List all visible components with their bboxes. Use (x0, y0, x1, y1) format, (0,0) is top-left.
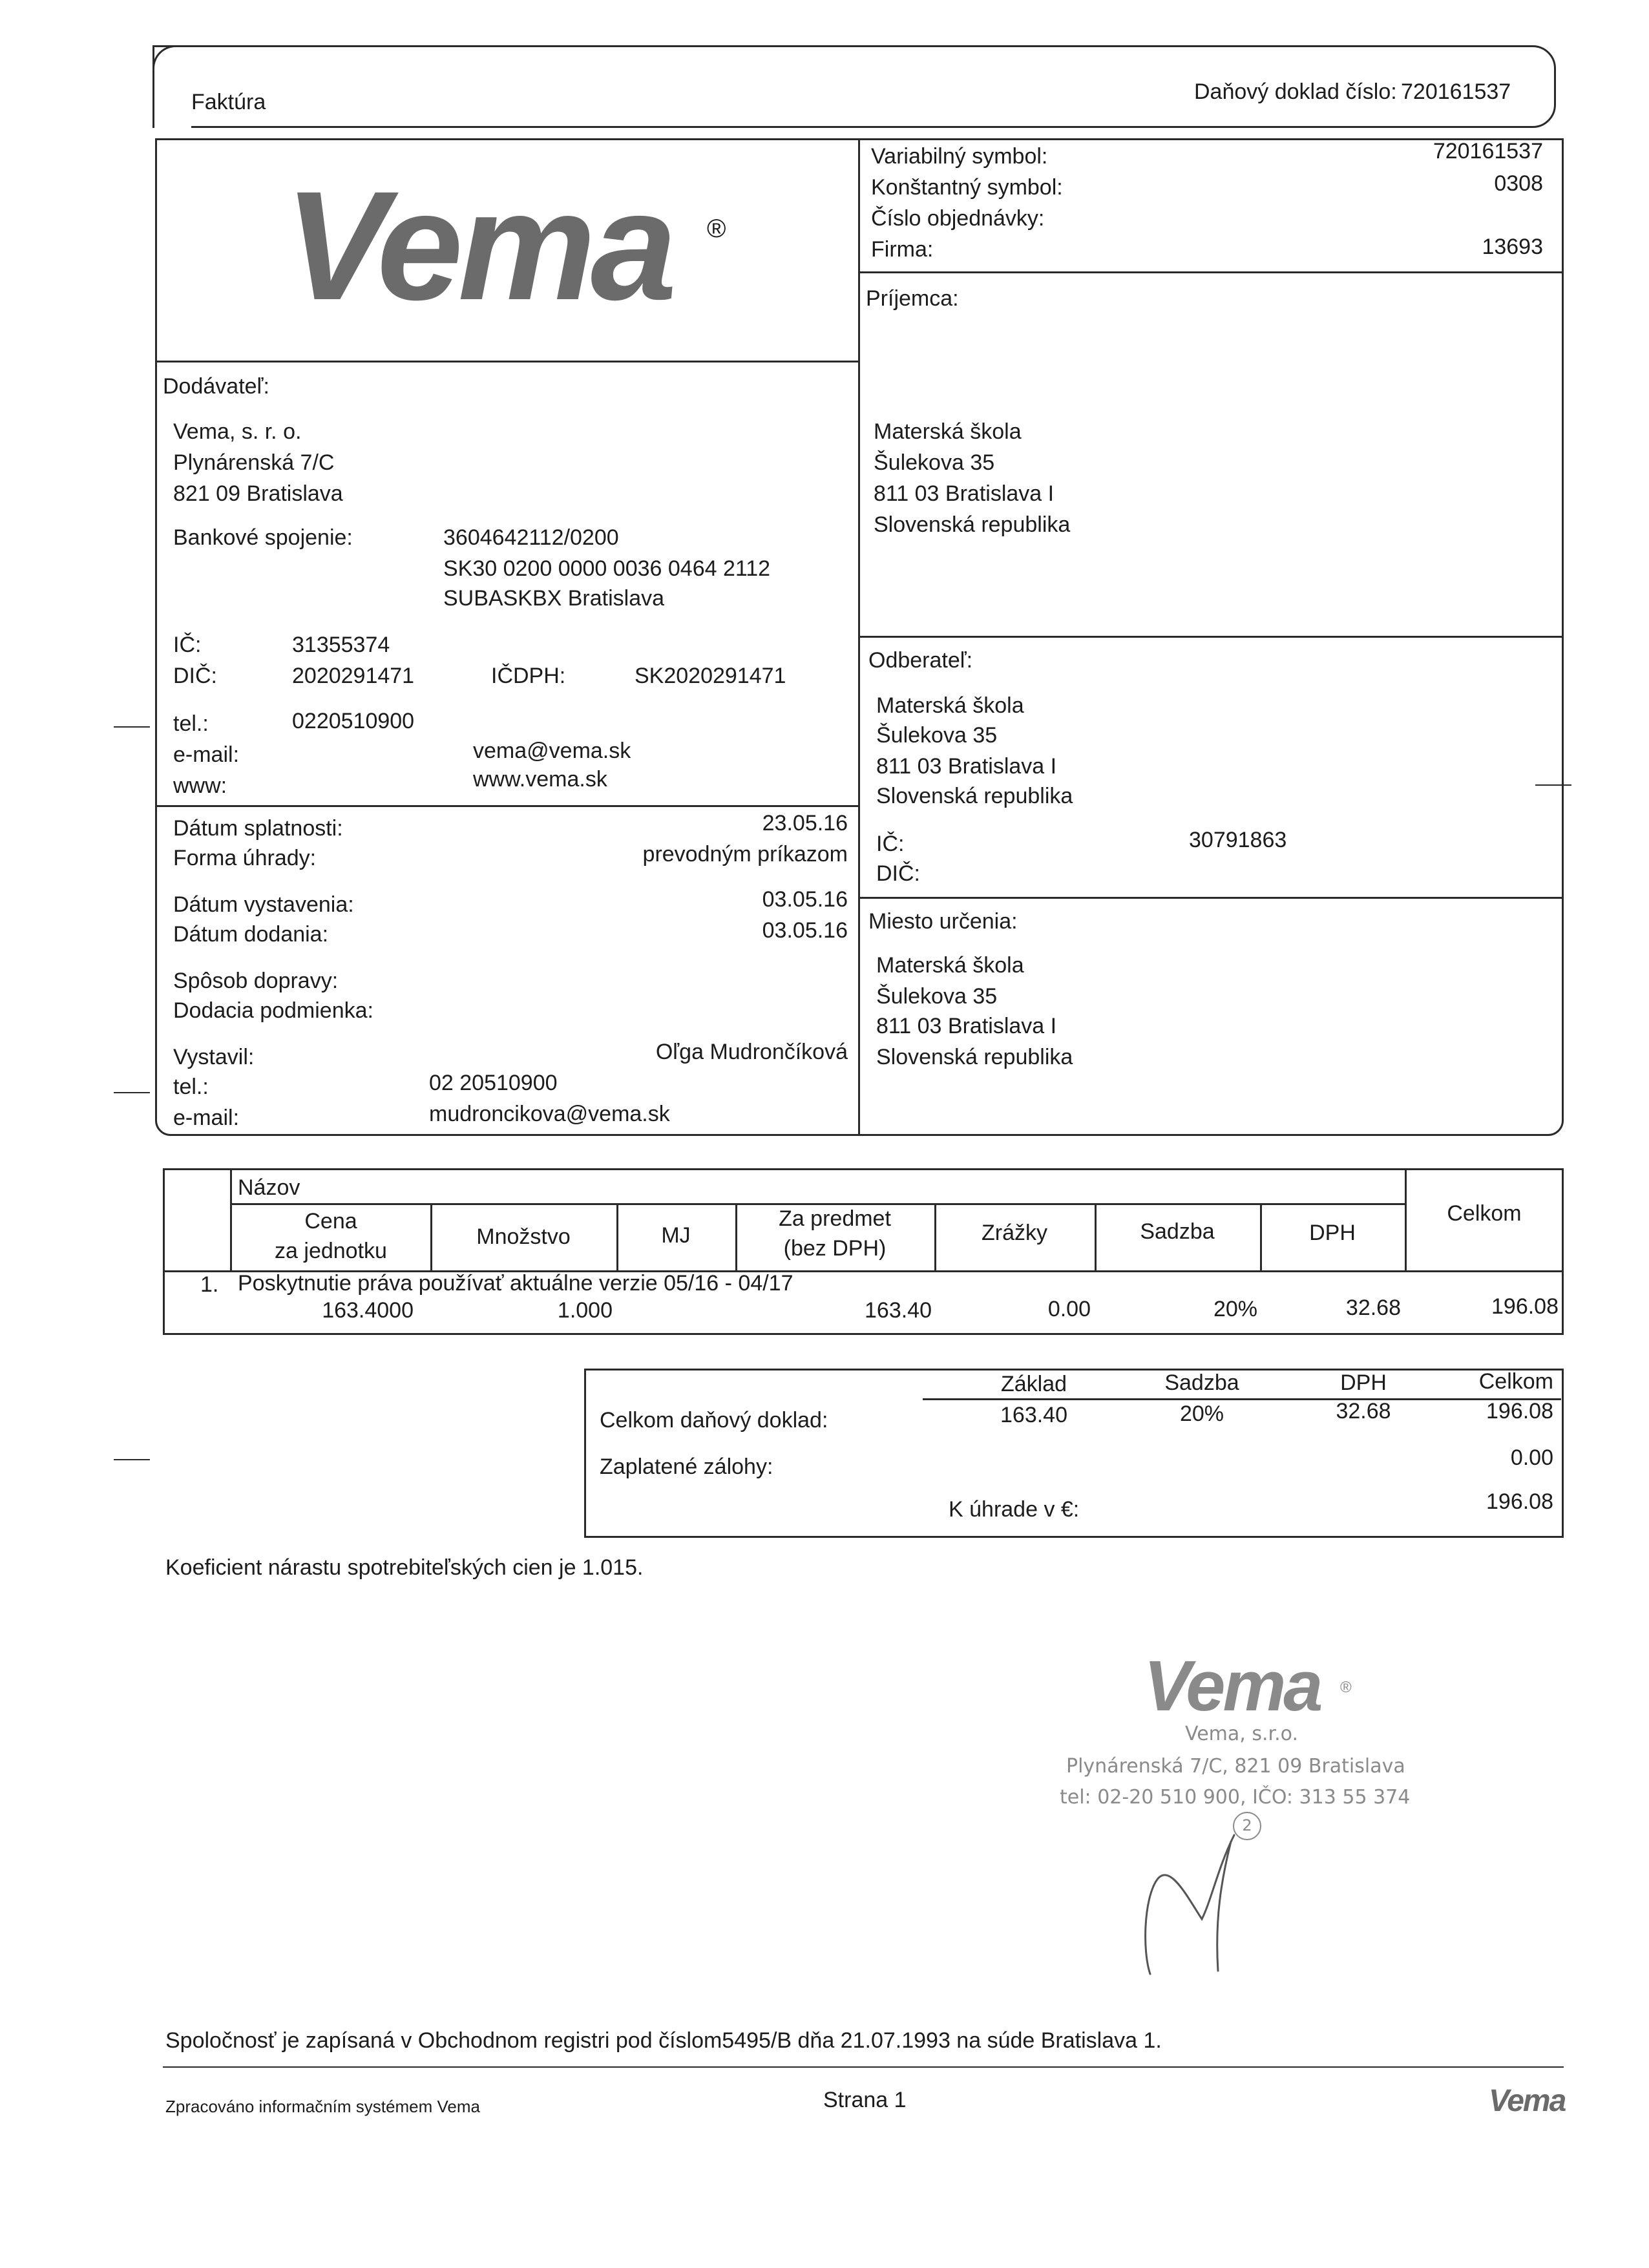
vystavenie-label: Dátum vystavenia: (173, 892, 354, 917)
scan-mark (114, 726, 150, 728)
prijemca-line: Šulekova 35 (874, 450, 995, 475)
summary-celkom-label: Celkom daňový doklad: (600, 1408, 828, 1433)
uhrada-value: 196.08 (1486, 1489, 1553, 1514)
icdph-label: IČDPH: (491, 664, 566, 688)
dic-label: DIČ: (173, 664, 217, 688)
bank-line: 3604642112/0200 (443, 525, 619, 550)
item-vat: 32.68 (1345, 1296, 1401, 1320)
dodanie-value: 03.05.16 (762, 918, 848, 943)
vystavil-label: Vystavil: (173, 1045, 255, 1069)
summary-h-dph: DPH (1340, 1370, 1387, 1395)
odberatel-label: Odberateľ: (868, 648, 973, 673)
dodavatel-line: 821 09 Bratislava (173, 481, 343, 506)
col-mnozstvo: Množstvo (476, 1224, 571, 1249)
dodavatel-divider (155, 805, 859, 807)
odberatel-divider (858, 897, 1564, 899)
footer-processed: Zpracováno informačním systémem Vema (165, 2097, 480, 2116)
item-discount: 0.00 (1047, 1297, 1091, 1321)
prijemca-line: Slovenská republika (874, 512, 1071, 537)
item-number: 1. (200, 1272, 219, 1297)
summary-dph: 32.68 (1336, 1399, 1391, 1423)
splatnost-value: 23.05.16 (762, 811, 848, 835)
konstantny-value: 0308 (1494, 171, 1543, 196)
stamp-line2: Plynárenská 7/C, 821 09 Bratislava (1066, 1755, 1405, 1778)
tel-label: tel.: (173, 711, 209, 736)
bank-line: SK30 0200 0000 0036 0464 2112 (443, 556, 771, 581)
register-note: Spoločnosť je zapísaná v Obchodnom registri pod číslom5495/B dňa 21.07.1993 na súde Bratislava 1. (165, 2028, 1162, 2053)
summary-h-celkom: Celkom (1478, 1369, 1553, 1394)
col-predmet-sub: (bez DPH) (783, 1236, 887, 1261)
footer-page: Strana 1 (823, 2088, 907, 2112)
vystavenie-value: 03.05.16 (762, 887, 848, 912)
items-table-line (230, 1203, 1405, 1205)
item-total: 196.08 (1491, 1294, 1559, 1319)
email-label: e-mail: (173, 742, 240, 767)
col-cena-sub: za jednotku (275, 1239, 387, 1263)
dodanie-label: Dátum dodania: (173, 922, 329, 947)
summary-zaklad: 163.40 (1000, 1403, 1067, 1427)
col-mj: MJ (661, 1223, 691, 1248)
dic-value: 2020291471 (292, 664, 415, 688)
odberatel-dic-label: DIČ: (876, 861, 920, 886)
firma-value: 13693 (1482, 235, 1543, 259)
col-nazov: Názov (238, 1175, 300, 1200)
firma-label: Firma: (871, 237, 934, 262)
vystavil-tel-label: tel.: (173, 1075, 209, 1099)
footer-brand: Vema (1489, 2084, 1566, 2118)
vystavil-email-label: e-mail: (173, 1106, 240, 1130)
scan-mark (114, 1459, 150, 1460)
bank-line: SUBASKBX Bratislava (443, 586, 665, 611)
www-label: www: (173, 773, 227, 798)
email-value[interactable]: vema@vema.sk (473, 739, 631, 763)
dodavatel-label: Dodávateľ: (163, 374, 269, 399)
tel-value: 0220510900 (292, 709, 415, 733)
doc-number: 720161537 (1401, 79, 1511, 104)
miesto-line: 811 03 Bratislava I (876, 1014, 1057, 1038)
price-index-note: Koeficient nárastu spotrebiteľských cien je 1.015. (165, 1555, 644, 1580)
variabilny-label: Variabilný symbol: (871, 144, 1048, 169)
vystavil-value: Oľga Mudrončíková (655, 1040, 848, 1064)
stamp-circle: 2 (1233, 1812, 1261, 1840)
invoice-title: Faktúra (191, 90, 266, 114)
ic-label: IČ: (173, 633, 202, 657)
bank-label: Bankové spojenie: (173, 525, 353, 550)
summary-sadzba: 20% (1179, 1402, 1224, 1426)
prijemca-line: Materská škola (874, 419, 1022, 444)
summary-h-zaklad: Základ (1000, 1372, 1067, 1396)
vema-logo: Vema (284, 159, 672, 332)
col-predmet: Za predmet (779, 1206, 891, 1231)
splatnost-label: Dátum splatnosti: (173, 816, 343, 841)
miesto-line: Slovenská republika (876, 1045, 1073, 1069)
konstantny-label: Konštantný symbol: (871, 175, 1063, 200)
odberatel-line: 811 03 Bratislava I (876, 754, 1057, 779)
item-base: 163.40 (865, 1298, 932, 1323)
prijemca-line: 811 03 Bratislava I (874, 481, 1055, 506)
summary-h-sadzba: Sadzba (1164, 1370, 1239, 1395)
odberatel-line: Šulekova 35 (876, 723, 998, 748)
stamp-reg: ® (1340, 1679, 1352, 1696)
dodavatel-line: Plynárenská 7/C (173, 450, 335, 475)
www-value[interactable]: www.vema.sk (473, 767, 607, 792)
odberatel-ic-label: IČ: (876, 832, 905, 856)
doprava-label: Spôsob dopravy: (173, 969, 339, 993)
zalohy-label: Zaplatené zálohy: (600, 1454, 773, 1479)
col-dph: DPH (1309, 1221, 1356, 1245)
odberatel-line: Materská škola (876, 693, 1024, 718)
scan-mark (114, 1092, 150, 1093)
registered-mark: ® (707, 215, 726, 243)
items-table-line (230, 1168, 232, 1270)
col-sadzba: Sadzba (1140, 1219, 1215, 1244)
icdph-value: SK2020291471 (635, 664, 786, 688)
item-name: Poskytnutie práva používať aktuálne verzie 05/16 - 04/17 (238, 1271, 793, 1296)
uhrada-value: prevodným príkazom (642, 842, 848, 866)
objednavka-label: Číslo objednávky: (871, 206, 1045, 231)
col-celkom: Celkom (1447, 1201, 1522, 1226)
variabilny-value: 720161537 (1433, 139, 1543, 163)
miesto-label: Miesto určenia: (868, 909, 1018, 934)
stamp-logo: Vema (1144, 1646, 1321, 1726)
item-quantity: 1.000 (557, 1298, 613, 1323)
col-zrazky: Zrážky (982, 1221, 1047, 1245)
item-rate: 20% (1213, 1297, 1257, 1321)
item-unit-price: 163.4000 (322, 1298, 414, 1323)
stamp-line1: Vema, s.r.o. (1185, 1723, 1298, 1745)
vystavil-tel-value: 02 20510900 (429, 1071, 558, 1095)
podmienka-label: Dodacia podmienka: (173, 998, 373, 1023)
uhrada-label: K úhrade v €: (949, 1497, 1080, 1522)
odberatel-line: Slovenská republika (876, 784, 1073, 808)
scan-mark (1535, 784, 1571, 786)
summary-celkom: 196.08 (1486, 1399, 1553, 1423)
prijemca-label: Príjemca: (866, 286, 959, 311)
col-cena: Cena (304, 1209, 357, 1234)
stamp-line3: tel: 02-20 510 900, IČO: 313 55 374 (1060, 1786, 1411, 1809)
signature-icon (1137, 1822, 1266, 1977)
miesto-line: Šulekova 35 (876, 984, 998, 1009)
footer-line (163, 2066, 1564, 2068)
header-bar-curve (152, 45, 191, 128)
symbols-divider (858, 271, 1564, 273)
prijemca-divider (858, 636, 1564, 638)
miesto-line: Materská škola (876, 953, 1024, 978)
logo-divider (155, 361, 859, 362)
ic-value: 31355374 (292, 633, 390, 657)
doc-number-label: Daňový doklad číslo: (1194, 79, 1397, 104)
uhrada-label: Forma úhrady: (173, 846, 317, 870)
dodavatel-line: Vema, s. r. o. (173, 419, 302, 444)
vystavil-email-value[interactable]: mudroncikova@vema.sk (429, 1102, 670, 1126)
odberatel-ic-value: 30791863 (1189, 828, 1287, 852)
zalohy-value: 0.00 (1510, 1445, 1553, 1470)
